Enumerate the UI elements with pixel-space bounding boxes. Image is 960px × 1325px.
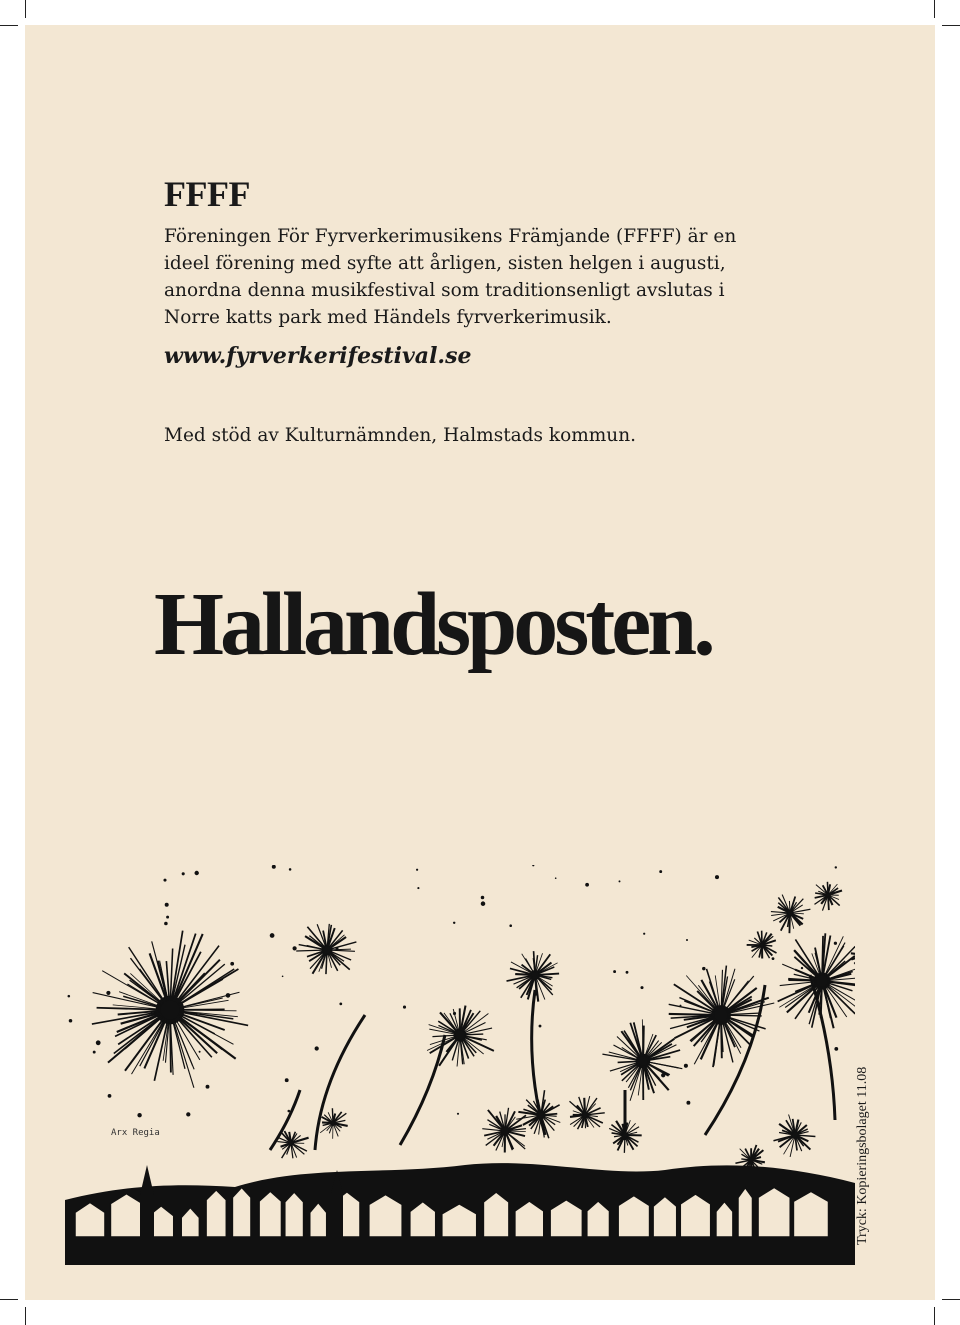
firework-spark bbox=[618, 1061, 639, 1062]
spark-dot bbox=[715, 875, 719, 879]
spark-dot bbox=[339, 1003, 342, 1006]
spark-dot bbox=[684, 1064, 688, 1068]
firework-spark bbox=[464, 1034, 483, 1035]
spark-dot bbox=[834, 942, 837, 945]
firework-burst-large bbox=[669, 966, 775, 1068]
house bbox=[206, 1190, 226, 1237]
spark-dot bbox=[532, 865, 534, 866]
firework-spark bbox=[172, 1019, 185, 1068]
hallandsposten-logo: Hallandsposten. bbox=[154, 575, 712, 674]
spark-dot bbox=[481, 896, 485, 900]
house bbox=[232, 1187, 251, 1237]
spark-dot bbox=[163, 879, 166, 882]
spark-dot bbox=[186, 1112, 190, 1116]
firework-spark bbox=[331, 950, 355, 951]
spark-dot bbox=[137, 1113, 141, 1117]
firework-spark bbox=[624, 1137, 625, 1153]
firework-spark bbox=[296, 950, 323, 951]
firework-burst-small bbox=[747, 931, 777, 959]
firework-spark bbox=[792, 913, 803, 914]
firework-burst bbox=[482, 1108, 526, 1153]
firework-spark bbox=[170, 1020, 171, 1073]
support-statement: Med stöd av Kulturnämnden, Halmstads kommun. bbox=[164, 425, 637, 446]
spark-dot bbox=[835, 866, 837, 868]
crop-mark-top-left-h bbox=[0, 25, 18, 26]
firework-burst-large bbox=[778, 933, 855, 1028]
house bbox=[483, 1192, 508, 1237]
spark-dot bbox=[585, 883, 589, 887]
spark-dot bbox=[336, 947, 339, 950]
spark-dot bbox=[68, 995, 71, 998]
firework-spark bbox=[538, 974, 559, 975]
spark-dot bbox=[166, 916, 169, 919]
spark-dot bbox=[613, 970, 616, 973]
house bbox=[758, 1187, 790, 1237]
crop-mark-bottom-right-v bbox=[934, 1307, 935, 1325]
spark-dot bbox=[481, 901, 486, 906]
house bbox=[618, 1196, 649, 1237]
spark-dot bbox=[457, 1113, 459, 1115]
firework-spark bbox=[728, 1013, 759, 1015]
firework-spark bbox=[332, 1108, 333, 1121]
spark-dot bbox=[69, 1019, 73, 1023]
waterfront-band bbox=[65, 1237, 855, 1265]
house bbox=[259, 1191, 281, 1237]
rocket-trail bbox=[315, 1015, 365, 1150]
house bbox=[653, 1196, 677, 1237]
firework-burst-small bbox=[569, 1096, 604, 1129]
spark-dot bbox=[287, 1110, 290, 1113]
firework-spark bbox=[771, 912, 788, 913]
house bbox=[369, 1194, 402, 1237]
house bbox=[285, 1192, 304, 1237]
spark-dot bbox=[285, 1078, 289, 1082]
spark-dot bbox=[108, 1094, 112, 1098]
spark-dot bbox=[164, 922, 168, 926]
house bbox=[738, 1188, 752, 1237]
firework-burst-small bbox=[814, 882, 842, 911]
firework-spark bbox=[544, 1114, 557, 1115]
firework-spark bbox=[669, 1014, 715, 1015]
spark-dot bbox=[230, 962, 234, 966]
spark-dot bbox=[416, 869, 418, 871]
crop-mark-bottom-left-h bbox=[0, 1299, 18, 1300]
spark-dot bbox=[453, 922, 455, 924]
spark-dot bbox=[539, 1025, 542, 1028]
firework-spark bbox=[177, 1016, 217, 1053]
spark-dot bbox=[834, 1047, 838, 1051]
spark-dot bbox=[702, 967, 705, 970]
spark-dot bbox=[270, 933, 275, 938]
spark-dot bbox=[199, 1051, 201, 1053]
firework-spark bbox=[828, 884, 830, 893]
firework-spark bbox=[331, 949, 351, 950]
spark-dot bbox=[659, 870, 662, 873]
organization-description: Föreningen För Fyrverkerimusikens Främjande (FFFF) är en ideel förening med syfte att årligen, sisten helgen i augusti, anordna denna musikfestival som traditionsenligt avslutas i Norre katts park med Händels fyrverkerimusik. bbox=[164, 226, 737, 328]
firework-spark bbox=[432, 1035, 455, 1036]
firework-spark bbox=[643, 1026, 644, 1057]
crop-mark-top-right-h bbox=[942, 25, 960, 26]
illustration-signature: Arx Regia bbox=[111, 1128, 160, 1138]
poster-page bbox=[25, 25, 935, 1300]
firework-spark bbox=[741, 1159, 749, 1160]
firework-spark bbox=[534, 951, 535, 972]
spark-dot bbox=[626, 971, 629, 974]
firework-burst-small bbox=[320, 1108, 348, 1138]
spark-dot bbox=[534, 971, 536, 973]
spark-dot bbox=[272, 865, 276, 869]
spark-dot bbox=[801, 967, 803, 969]
house bbox=[793, 1191, 828, 1237]
spark-dot bbox=[661, 1073, 665, 1077]
spark-dot bbox=[403, 1006, 406, 1009]
firework-burst bbox=[507, 951, 560, 1002]
firework-spark bbox=[728, 1015, 762, 1016]
spark-dot bbox=[195, 871, 199, 875]
firework-burst-large bbox=[92, 931, 248, 1088]
spark-dot bbox=[96, 1040, 101, 1045]
rocket-trail bbox=[810, 975, 835, 1120]
firework-spark bbox=[326, 954, 327, 975]
firework-burst bbox=[427, 1006, 494, 1067]
firework-spark bbox=[721, 1022, 722, 1059]
print-credit: Tryck: Kopieringsbolaget 11.08 bbox=[855, 1066, 870, 1245]
fireworks-skyline-illustration bbox=[65, 865, 855, 1265]
spark-dot bbox=[289, 868, 292, 871]
crop-mark-bottom-left-v bbox=[25, 1307, 26, 1325]
crop-mark-bottom-right-h bbox=[942, 1299, 960, 1300]
firework-spark bbox=[115, 1014, 161, 1036]
spark-dot bbox=[643, 933, 645, 935]
spark-dot bbox=[165, 903, 169, 907]
crop-mark-top-left-v bbox=[25, 0, 26, 18]
spark-dot bbox=[640, 986, 643, 989]
spark-dot bbox=[182, 872, 185, 875]
firework-burst-small bbox=[277, 1131, 308, 1158]
spark-dot bbox=[509, 924, 512, 927]
spark-dot bbox=[555, 877, 557, 879]
spark-dot bbox=[282, 975, 284, 977]
spark-dot bbox=[686, 1101, 690, 1105]
firework-spark bbox=[289, 1132, 290, 1141]
website-link[interactable]: www.fyrverkerifestival.se bbox=[164, 343, 472, 369]
firework-burst-small bbox=[773, 1114, 815, 1156]
spark-dot bbox=[106, 991, 110, 995]
firework-spark bbox=[794, 950, 818, 977]
spark-dot bbox=[293, 946, 297, 950]
firework-burst bbox=[296, 924, 356, 974]
crop-mark-top-right-v bbox=[934, 0, 935, 18]
church-tower bbox=[140, 1165, 154, 1237]
spark-dot bbox=[93, 1051, 96, 1054]
firework-spark bbox=[584, 1098, 585, 1113]
firework-spark bbox=[129, 947, 165, 1002]
spark-dot bbox=[772, 957, 775, 960]
firework-spark bbox=[180, 1009, 225, 1010]
house bbox=[680, 1194, 710, 1237]
firework-burst-small bbox=[771, 895, 811, 934]
rocket-trail bbox=[400, 1035, 445, 1145]
spark-dot bbox=[686, 939, 688, 941]
spark-dot bbox=[315, 1046, 319, 1050]
firework-spark bbox=[790, 1138, 794, 1157]
firework-spark bbox=[281, 1144, 289, 1147]
firework-burst bbox=[602, 1019, 682, 1100]
spark-dot bbox=[226, 993, 231, 998]
firework-spark bbox=[828, 897, 829, 910]
spark-dot bbox=[206, 1085, 210, 1089]
firework-spark bbox=[798, 1135, 816, 1136]
spark-dot bbox=[680, 1005, 682, 1007]
spark-dot bbox=[453, 1012, 456, 1015]
firework-spark bbox=[851, 953, 855, 955]
spark-dot bbox=[619, 880, 621, 882]
organization-title: FFFF bbox=[164, 174, 250, 214]
house bbox=[110, 1194, 142, 1237]
spark-dot bbox=[417, 887, 419, 889]
